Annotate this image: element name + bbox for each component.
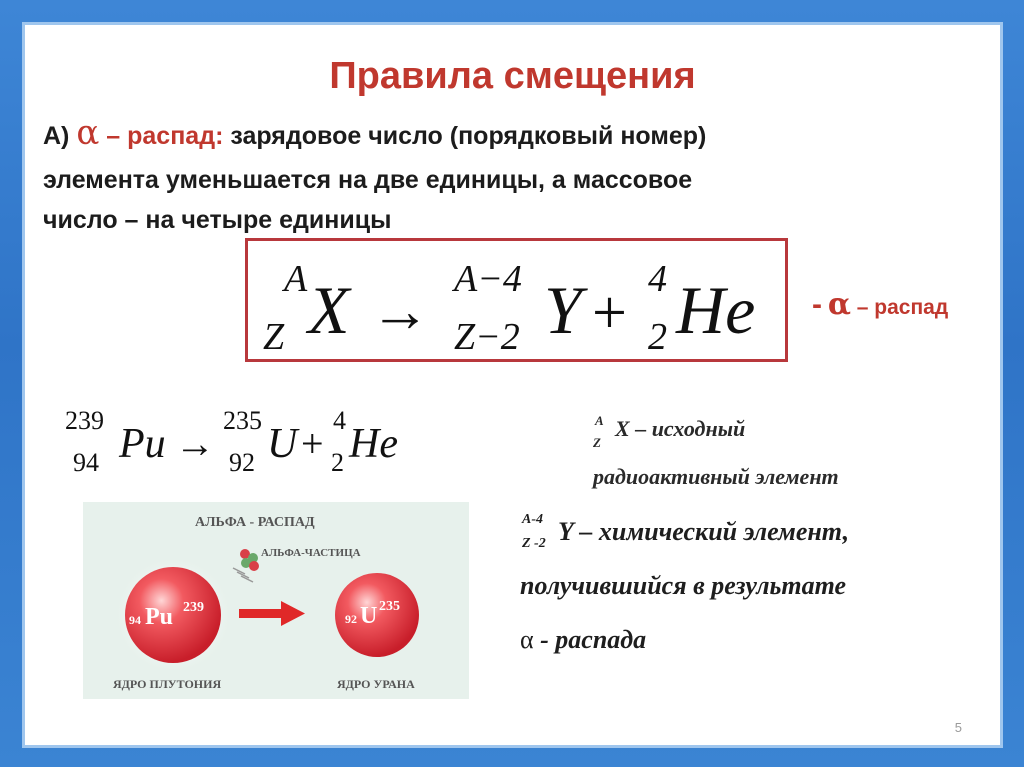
legend-x-line-1 [593,405,993,453]
legend-y-text-2: получившийся в результате [520,571,847,600]
example-plus: + [301,421,324,466]
definition-text-1: зарядовое число (порядковый номер) [230,122,707,150]
u-nucleus-mass: 235 [379,599,400,614]
slide-title: Правила смещения [329,55,696,97]
alpha-charge: 2 [648,316,667,358]
pu-mass: 239 [65,406,104,435]
pu-nucleus-charge: 94 [129,613,141,627]
u-nucleus-label: ЯДРО УРАНА [337,677,415,691]
legend-y-symbol [520,505,558,559]
legend-y-text-3: - распада [540,625,647,654]
parent-symbol: X [308,272,350,348]
definition-paragraph [43,111,983,242]
daughter-mass: A−4 [454,258,522,300]
legend-x-mass: A [595,413,604,428]
legend-y [520,505,990,667]
example-formula [63,395,463,485]
pu-nucleus-mass: 239 [183,600,204,615]
legend-y-element: Y [558,517,573,546]
definition-line-3: число – на четыре единицы [43,206,392,234]
example-arrow: → [175,421,215,466]
transition-arrow [239,601,305,626]
pu-nucleus-symbol: Pu [145,604,174,630]
legend-y-text-1: – химический элемент, [579,517,850,546]
legend-y-line-3 [520,613,990,667]
decay-tag-alpha: α [827,287,851,322]
item-prefix: А) [43,122,70,150]
decay-tag-label: – распад [856,296,949,319]
alpha-mass: 4 [648,258,667,300]
pu-symbol: Pu [119,421,166,467]
page-number: 5 [954,720,962,735]
parent-charge: Z [263,316,285,358]
alpha-particle-icon [233,549,259,582]
slide [22,22,1003,748]
legend-y-charge: Z -2 [522,536,546,551]
legend-x [593,405,993,501]
u-mass: 235 [223,406,262,435]
he-charge: 2 [331,448,344,477]
parent-mass: A [284,258,308,300]
decay-term: – распад: [106,122,224,150]
legend-x-symbol [593,405,615,453]
legend-x-charge: Z [593,435,601,450]
legend-x-text-2: радиоактивный элемент [593,464,839,489]
general-formula [248,241,786,359]
u-charge: 92 [229,448,255,477]
alpha-decay-drawing [83,502,469,699]
legend-y-alpha: α [520,625,534,654]
legend-y-line-1 [520,505,990,559]
alpha-decay-illustration [83,502,469,699]
u-nucleus-charge: 92 [345,612,357,626]
he-symbol: He [349,421,398,467]
pu-charge: 94 [73,448,99,477]
plus-sign: + [592,279,627,347]
reaction-arrow: → [370,278,430,344]
decay-tag-dash: - [812,288,822,321]
decay-tag [812,287,948,322]
pu-nucleus-label: ЯДРО ПЛУТОНИЯ [113,677,222,691]
definition-line-1 [43,111,983,158]
u-nucleus-symbol: U [360,603,378,629]
u-symbol: U [267,421,298,467]
daughter-symbol: Y [544,272,582,348]
he-mass: 4 [333,406,346,435]
legend-x-text-1: – исходный [635,416,746,441]
general-formula-box [245,238,788,362]
alpha-symbol: α [76,113,100,153]
legend-y-mass: A-4 [522,512,543,527]
alpha-particle-label: АЛЬФА-ЧАСТИЦА [261,547,361,559]
alpha-symbol-he: He [676,272,756,348]
daughter-charge: Z−2 [454,316,520,358]
definition-line-2: элемента уменьшается на две единицы, а массовое [43,166,693,194]
legend-x-element: X [615,416,630,441]
illustration-caption: АЛЬФА - РАСПАД [195,515,315,530]
